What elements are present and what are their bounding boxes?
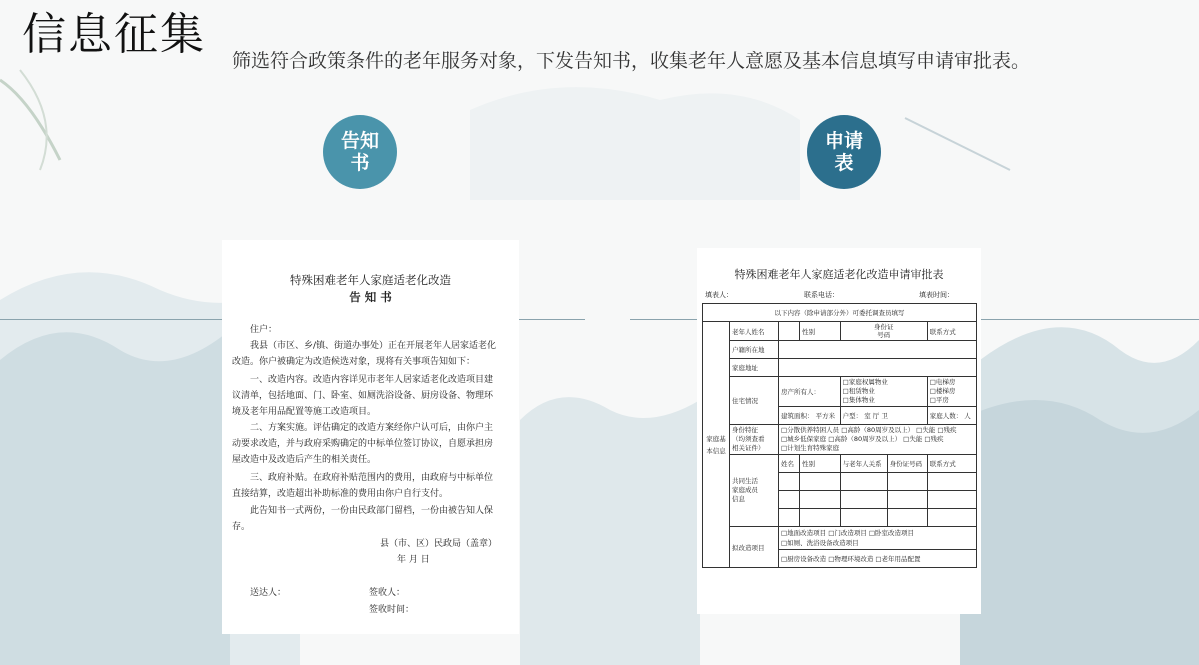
notice-receive-time: 签收时间： (369, 605, 415, 615)
notice-badge-line: 告知 (340, 130, 379, 152)
notice-line: 改造。你户被确定为改造候选对象，现将有关事项告知如下： (232, 357, 476, 367)
application-form-table (702, 303, 977, 568)
notice-line: 一、改造内容。改造内容详见市老年人居家适老化改造项目建 (250, 375, 494, 385)
label-identity: 身份特征 （均须查看 相关证件） (730, 425, 779, 455)
notice-issuer: 县（市、区）民政局（盖章） (380, 539, 498, 549)
notice-sender: 送达人： (250, 588, 287, 598)
side-label: 家庭基 本信息 (703, 322, 730, 568)
form-phone: 联系电话： (804, 291, 839, 299)
identity-options: □分散供养特困人员 □高龄（80周岁及以上） □失能 □残疾 □城乡低保家庭 □高龄（80周岁及以上） □失能 □残疾 □计划生育特殊家庭 (779, 425, 977, 455)
page-title: 信息征集 (22, 9, 206, 60)
page-subtitle: 筛选符合政策条件的老年服务对象，下发告知书，收集老年人意愿及基本信息填写申请审批表。 (232, 50, 1031, 72)
application-badge-line: 申请 (824, 130, 863, 152)
col-contact: 联系方式 (927, 455, 976, 473)
notice-line: 直接结算，改造超出补助标准的费用由你户自行支付。 (232, 489, 449, 499)
notice-date: 年 月 日 (397, 555, 430, 565)
label-housing: 住宅情况 (730, 377, 779, 425)
mountain-mid (520, 397, 700, 665)
mountain-left (0, 330, 230, 665)
cloud-center (470, 87, 800, 200)
notice-receiver: 签收人： (369, 588, 406, 598)
form-note: 以下内容（除申请部分外）可委托调查员填写 (703, 304, 977, 322)
project-options-2: □厨房设备改造 □物理环境改造 □老年用品配置 (779, 550, 977, 568)
label-id-number: 身份证 号码 (840, 322, 927, 341)
notice-line: 议清单，包括地面、门、卧室、如厕洗浴设备、厨房设备、物理环 (232, 391, 494, 401)
notice-subtitle: 告 知 书 (349, 290, 392, 304)
notice-document (222, 240, 519, 634)
divider-line (630, 319, 697, 320)
label-cohabit: 共同生活 家庭成员 信息 (730, 455, 779, 527)
application-badge (807, 115, 881, 189)
label-ownership: 房产所有人： (779, 377, 841, 407)
decor-line (905, 118, 1010, 170)
notice-line: 我县（市区、乡/镇、街道办事处）正在开展老年人居家适老化 (250, 341, 497, 351)
notice-title: 特殊困难老年人家庭适老化改造 (290, 273, 451, 287)
divider-line (519, 319, 585, 320)
notice-line: 此告知书一式两份，一份由民政部门留档，一份由被告知人保 (250, 506, 494, 516)
label-area: 建筑面积： 平方米 (779, 407, 841, 425)
form-date: 填表时间： (919, 291, 954, 299)
notice-badge (323, 115, 397, 189)
form-filler: 填表人： (705, 291, 733, 299)
notice-line: 屋改造中及改造后产生的相关责任。 (232, 455, 377, 465)
label-hukou: 户籍所在地 (730, 341, 779, 359)
label-members: 家庭人数： 人 (927, 407, 976, 425)
notice-salutation: 住户： (250, 325, 278, 335)
application-document (697, 248, 981, 614)
bamboo-leaf (20, 70, 47, 170)
notice-line: 三、政府补贴。在政府补贴范围内的费用，由政府与中标单位 (250, 473, 494, 483)
application-badge-line: 表 (834, 152, 854, 174)
divider-line (981, 319, 1199, 320)
label-name: 老年人姓名 (730, 322, 779, 341)
col-id: 身份证号码 (887, 455, 927, 473)
bamboo-leaf (0, 80, 60, 160)
mountain-right-far (960, 400, 1199, 665)
label-gender: 性别 (800, 322, 841, 341)
building-options: □电梯房 □楼梯房 □平房 (927, 377, 976, 407)
label-address: 家庭地址 (730, 359, 779, 377)
project-options: □地面改造项目 □门改造项目 □卧室改造项目 □如厕、洗浴设备改造项目 (779, 527, 977, 550)
notice-line: 境及老年用品配置等施工改造项目。 (232, 407, 377, 417)
notice-line: 存。 (232, 522, 251, 532)
notice-badge-line: 书 (350, 152, 370, 174)
col-gender: 性别 (800, 455, 841, 473)
divider-line (0, 319, 222, 320)
label-layout: 户型： 室 厅 卫 (840, 407, 927, 425)
col-name: 姓名 (779, 455, 800, 473)
notice-line: 动要求改造，并与政府采购确定的中标单位签订协议，自愿承担房 (232, 439, 494, 449)
application-title: 特殊困难老年人家庭适老化改造申请审批表 (734, 268, 944, 281)
ownership-options: □家庭权属物业 □租赁物业 □集体物业 (840, 377, 927, 407)
label-contact: 联系方式 (927, 322, 976, 341)
label-projects: 拟改造项目 (730, 527, 779, 568)
notice-line: 二、方案实施。评估确定的改造方案经你户认可后，由你户主 (250, 423, 494, 433)
col-relation: 与老年人关系 (840, 455, 887, 473)
